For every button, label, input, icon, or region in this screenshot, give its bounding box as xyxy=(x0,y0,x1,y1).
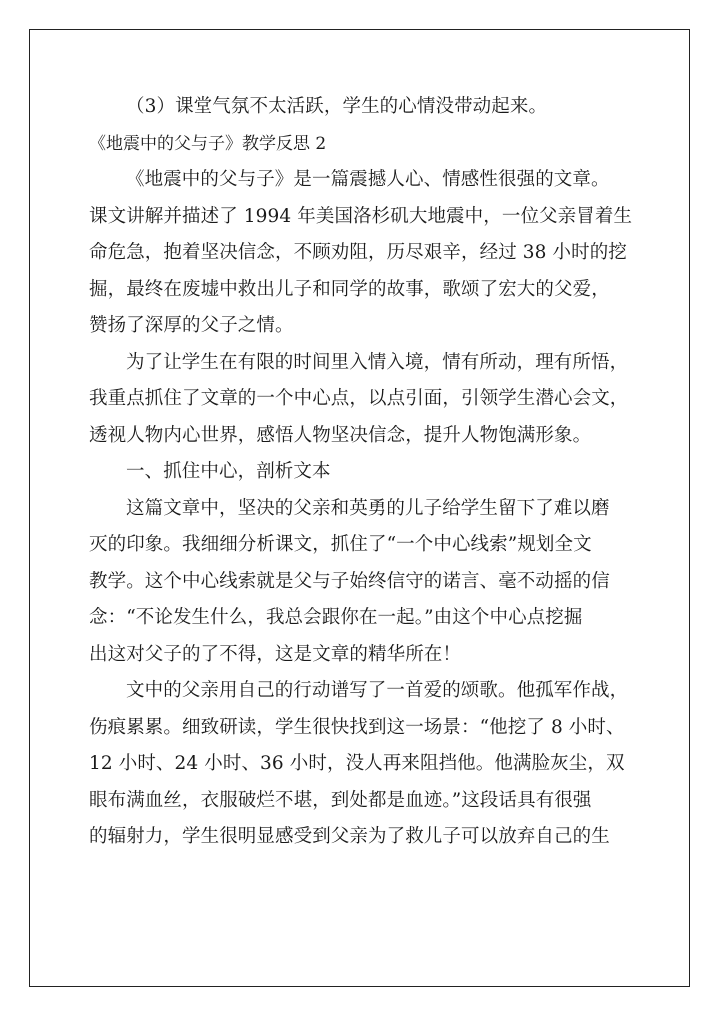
text-line: 12 小时、24 小时、36 小时，没人再来阻挡他。他满脸灰尘，双 xyxy=(89,753,625,774)
text-line: 命危急，抱着坚决信念，不顾劝阻，历尽艰辛，经过 38 小时的挖 xyxy=(89,242,627,263)
text-line: 这篇文章中，坚决的父亲和英勇的儿子给学生留下了难以磨 xyxy=(126,497,610,519)
text-line: 眼布满血丝，衣服破烂不堪，到处都是血迹。”这段话具有很强 xyxy=(89,789,592,811)
text-line: 我重点抓住了文章的一个中心点，以点引面，引领学生潜心会文， xyxy=(89,388,629,409)
text-line: 赞扬了深厚的父子之情。 xyxy=(89,315,294,336)
text-line: 伤痕累累。细致研读，学生很快找到这一场景：“他挖了 8 小时、 xyxy=(89,716,625,738)
text-line: 灭的印象。我细细分析课文，抓住了“一个中心线索”规划全文 xyxy=(89,534,592,555)
text-line: 的辐射力，学生很明显感受到父亲为了救儿子可以放弃自己的生 xyxy=(89,826,610,847)
text-line: 教学。这个中心线索就是父与子始终信守的诺言、毫不动摇的信 xyxy=(89,570,610,592)
text-line: 课文讲解并描述了 1994 年美国洛杉矶大地震中，一位父亲冒着生 xyxy=(89,205,633,227)
text-line: 掘，最终在废墟中救出儿子和同学的故事，歌颂了宏大的父爱， xyxy=(89,278,610,300)
text-line: 出这对父子的了不得，这是文章的精华所在！ xyxy=(89,643,462,665)
text-line: 透视人物内心世界，感悟人物坚决信念，提升人物饱满形象。 xyxy=(89,424,592,446)
text-line: 为了让学生在有限的时间里入情入境，情有所动，理有所悟， xyxy=(126,351,629,373)
text-line: （3）课堂气氛不太活跃，学生的心情没带动起来。 xyxy=(126,96,548,117)
text-line: 文中的父亲用自己的行动谱写了一首爱的颂歌。他孤军作战， xyxy=(126,680,629,701)
section-heading: 《地震中的父与子》教学反思 2 xyxy=(89,133,327,154)
text-line: 念：“不论发生什么，我总会跟你在一起。”由这个中心点挖掘 xyxy=(89,607,583,628)
text-line: 一、抓住中心，剖析文本 xyxy=(126,461,331,482)
text-line: 《地震中的父与子》是一篇震撼人心、情感性很强的文章。 xyxy=(126,169,610,190)
document-body xyxy=(89,89,641,856)
